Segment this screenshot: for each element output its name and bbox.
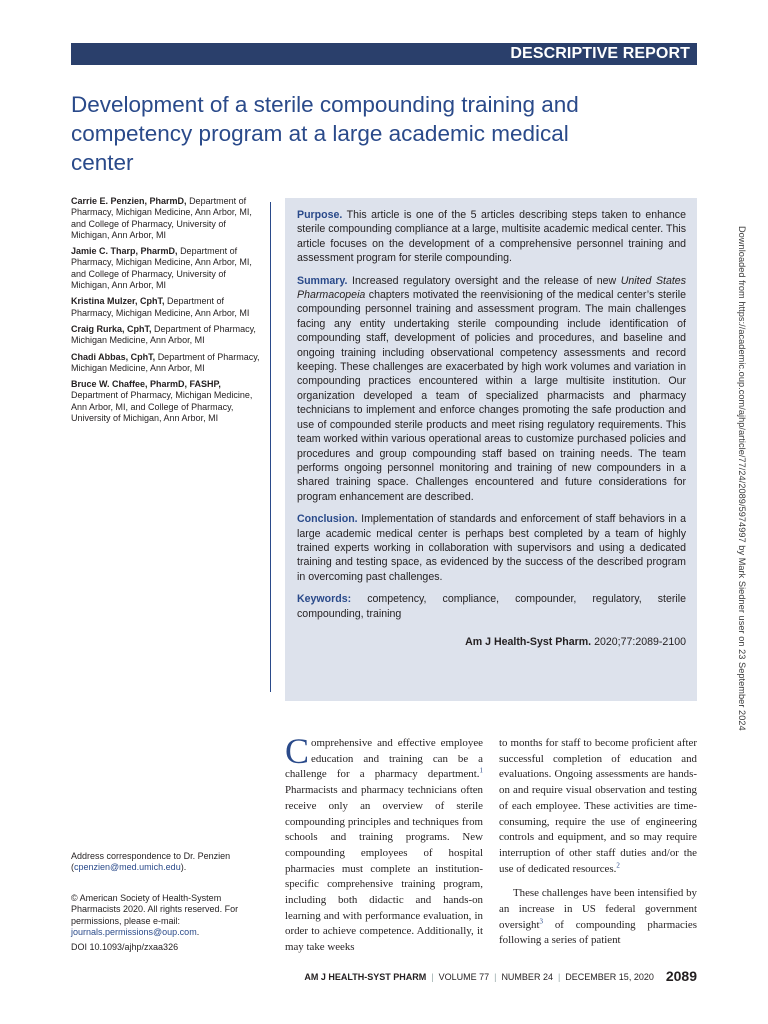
- drop-cap: C: [285, 731, 310, 771]
- author-affiliation: Department of Pharmacy, Michigan Medicine, Ann Arbor, MI, and College of Pharmacy, University of Michigan, Ann Arbor, MI: [71, 390, 253, 424]
- author-affiliation: Department of Pharmacy, Michigan Medicine, Ann Arbor, MI, and College of Pharmacy, University of Michigan, Ann Arbor, MI: [71, 196, 252, 240]
- footer-volume: VOLUME 77: [438, 972, 490, 982]
- abstract-summary: [297, 274, 686, 505]
- author-affiliation: Department of Pharmacy, Michigan Medicine, Ann Arbor, MI: [71, 323, 256, 346]
- footer-number: NUMBER 24: [501, 972, 553, 982]
- summary-text: Increased regulatory oversight and the release of new: [352, 274, 621, 287]
- correspondence-note: [71, 851, 271, 874]
- abstract-box: [285, 198, 697, 701]
- copyright-paragraph: [71, 893, 271, 938]
- download-watermark: [733, 226, 748, 796]
- footer-separator: |: [431, 972, 434, 982]
- body-text: Pharmacists and pharmacy technicians often receive only an overview of sterile compounding principles and techniques from schools and training programs. New compounding employees of hospital pharmacies must complete an institution-specific comprehensive training program, including both didactic and hands-on learning and with performance evaluation, in order to achieve competence. Additionally, it may take weeks: [285, 784, 483, 954]
- abstract-conclusion: [297, 512, 686, 584]
- purpose-text: This article is one of the 5 articles describing steps taken to enhance sterile compounding compliance at a large, multisite academic medical center. This article focuses on the development of a comprehensive personnel training and assessment program for sterile compounding.: [297, 209, 686, 265]
- author-entry: [71, 196, 261, 241]
- citation-journal: Am J Health-Syst Pharm.: [465, 635, 592, 648]
- citation-details: 2020;77:2089-2100: [594, 635, 686, 648]
- section-label: DESCRIPTIVE REPORT: [510, 45, 690, 62]
- abstract-keywords: [297, 592, 686, 621]
- paren-open: (: [71, 862, 74, 873]
- body-paragraph: [499, 886, 697, 949]
- download-watermark-text: Downloaded from https://academic.oup.com/ajhp/article/77/24/2089/5974997 by Mark Siedner user on 23 September 2024: [737, 226, 747, 731]
- author-name: Bruce W. Chaffee, PharmD, FASHP,: [71, 379, 221, 390]
- page-number: 2089: [665, 968, 697, 984]
- author-name: Chadi Abbas, CphT,: [71, 351, 156, 362]
- permissions-email-link[interactable]: journals.permissions@oup.com: [71, 926, 197, 937]
- body-text: to months for staff to become proficient after successful completion of education and evaluations. Ongoing assessments are hands-on and require visual observation and testing of each employee. These activities are time-consuming, require the use of engineering controls and equipment, and so may require interruption of other staff duties and/or the use of dedicated resources.: [499, 737, 697, 875]
- correspondence-email-link[interactable]: cpenzien@med.umich.edu: [74, 862, 181, 873]
- author-list: [71, 196, 261, 429]
- abstract-purpose: [297, 208, 686, 266]
- abstract-citation: [297, 635, 686, 649]
- keywords-label: Keywords:: [297, 593, 352, 606]
- reference-link[interactable]: 1: [479, 766, 483, 775]
- footer-separator: |: [494, 972, 497, 982]
- purpose-label: Purpose.: [297, 209, 343, 221]
- author-entry: [71, 352, 261, 375]
- body-column-right: [499, 736, 697, 949]
- author-entry: [71, 324, 261, 347]
- body-text: These challenges have been intensified by an increase in US federal government oversight: [499, 887, 697, 931]
- author-affiliation: Department of Pharmacy, Michigan Medicine, Ann Arbor, MI, and College of Pharmacy, University of Michigan, Ann Arbor, MI: [71, 246, 252, 291]
- author-entry: [71, 246, 261, 291]
- body-text: omprehensive and effective employee education and training can be a challenge for a pharmacy department.: [285, 737, 483, 781]
- author-name: Jamie C. Tharp, PharmD,: [71, 246, 178, 257]
- copyright-period: .: [196, 926, 200, 937]
- footer-journal: AM J HEALTH-SYST PHARM: [304, 972, 427, 982]
- paren-close: ).: [180, 862, 187, 873]
- body-text: of compounding pharmacies following a series of patient: [499, 918, 697, 947]
- conclusion-text: Implementation of standards and enforcement of staff behaviors in a large academic medical center is perhaps best completed by a team of highly trained experts working in collaboration with supervisors and using a dedicated training and testing space, as evidenced by the success of the described program in overcoming past challenges.: [297, 513, 686, 583]
- summary-label: Summary.: [297, 274, 348, 287]
- copyright-text: © American Society of Health-System Pharmacists 2020. All rights reserved. For permissions, please e-mail:: [71, 893, 239, 926]
- correspondence-text: Address correspondence to Dr. Penzien: [71, 851, 231, 861]
- author-affiliation: Department of Pharmacy, Michigan Medicine, Ann Arbor, MI: [71, 351, 260, 373]
- body-paragraph: [285, 731, 483, 956]
- keywords-text: competency, compliance, compounder, regulatory, sterile compounding, training: [297, 593, 686, 620]
- article-title: Development of a sterile compounding training and competency program at a large academic medical center: [71, 92, 579, 175]
- conclusion-label: Conclusion.: [297, 513, 358, 526]
- author-entry: [71, 296, 261, 319]
- author-name: Carrie E. Penzien, PharmD,: [71, 196, 187, 206]
- column-divider: [270, 202, 271, 692]
- author-name: Craig Rurka, CphT,: [71, 323, 152, 334]
- reference-link[interactable]: 2: [616, 861, 620, 869]
- body-paragraph: [499, 736, 697, 877]
- section-label-bar: [71, 43, 697, 65]
- copyright-note: [71, 893, 271, 953]
- author-entry: [71, 379, 261, 424]
- footer-date: DECEMBER 15, 2020: [565, 972, 654, 982]
- summary-text-continued: chapters motivated the reenvisioning of the medical center’s sterile compounding personnel training and assessment program. The main challenges facing any entity undertaking sterile compounding include identification of compounding staff, development of policies and procedures, and baseline and ongoing training including observational competency assessments and record keeping. These challenges are exacerbated by high work volumes and variation in compounding practices encountered within a large multisite institution. Our organization developed a team of specialized pharmacists and pharmacy technicians to implement and enforce changes promoting the safe production and use of compounded sterile products and meet rising regulatory requirements. This team worked within various operational areas to customize purchased policies and procedures and group compounding staff based on training needs. The team performs ongoing personnel monitoring and training of new compounders in a shared training space. Challenges encountered and future considerations for program enhancement are described.: [297, 289, 686, 503]
- body-column-left: [285, 731, 483, 956]
- reference-link[interactable]: 3: [539, 917, 544, 926]
- doi-text: DOI 10.1093/ajhp/zxaa326: [71, 942, 179, 953]
- footer-separator: |: [557, 972, 561, 982]
- author-affiliation: Department of Pharmacy, Michigan Medicine, Ann Arbor, MI: [71, 296, 250, 318]
- page-footer: [0, 968, 697, 984]
- author-name: Kristina Mulzer, CphT,: [71, 296, 165, 307]
- summary-italic-text: United States Pharmacopeia: [297, 274, 686, 302]
